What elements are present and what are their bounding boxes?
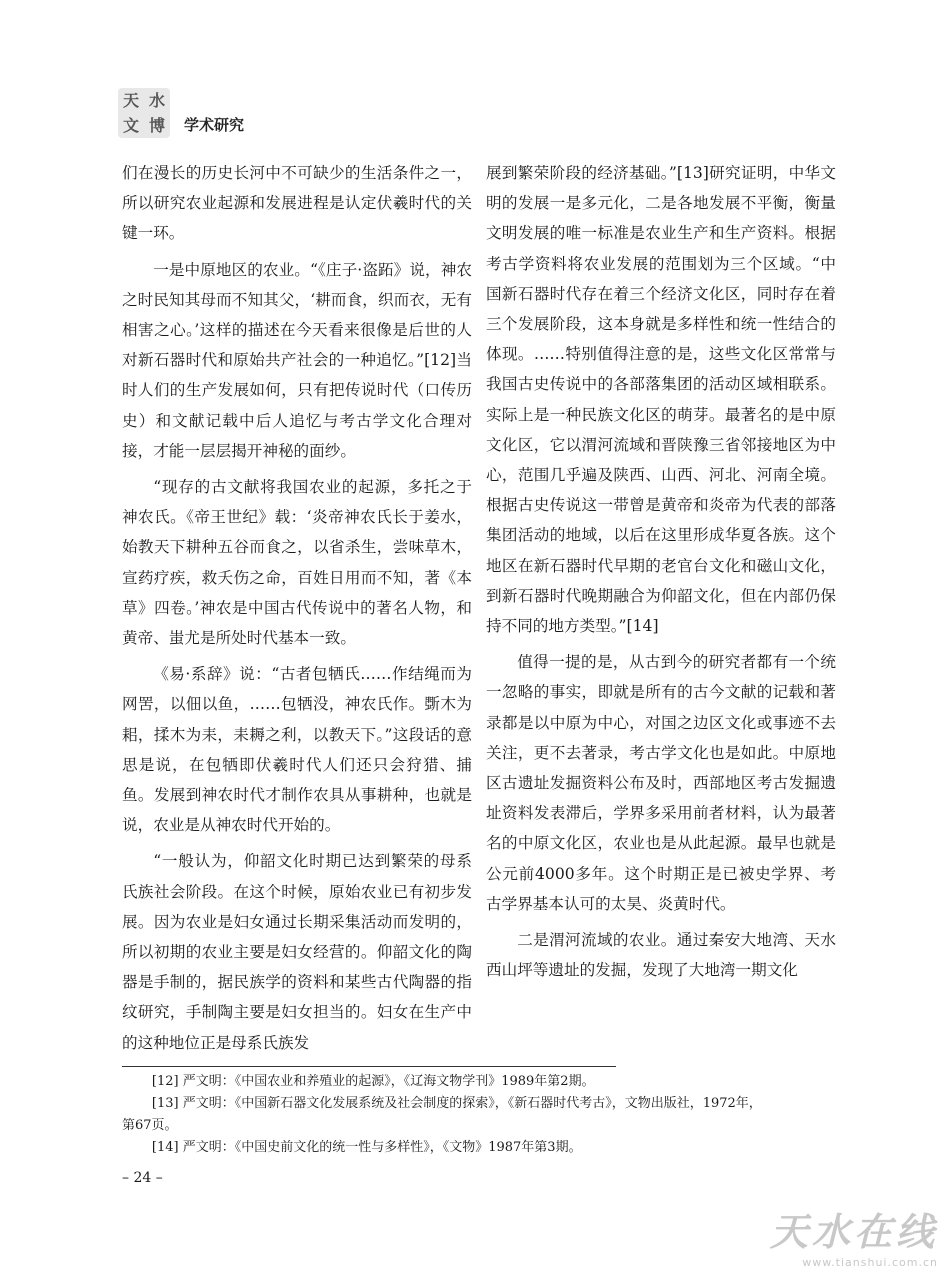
watermark-url: www.tianshui.com.cn xyxy=(802,1256,938,1269)
paragraph: 二是渭河流域的农业。通过秦安大地湾、天水西山坪等遗址的发掘，发现了大地湾一期文化 xyxy=(486,931,836,980)
paragraph: “现存的古文献将我国农业的起源，多托之于神农氏。《帝王世纪》载：‘炎帝神农氏长于姜水，始教天下耕种五谷而食之，以省杀生，尝味草木，宣药疗疾，救夭伤之命，百姓日用而不知，著《本草》四卷。’神农是中国古代传说中的著名人物，和黄帝、蚩尤是所处时代基本一致。 xyxy=(122,478,472,648)
paragraph: “一般认为，仰韶文化时期已达到繁荣的母系氏族社会阶段。在这个时候，原始农业已有初步发展。因为农业是妇女通过长期采集活动而发明的，所以初期的农业主要是妇女经营的。仰韶文化的陶器是手制的，据民族学的资料和某些古代陶器的指纹研究，手制陶主要是妇女担当的。妇女在生产中的这种地位正是母系氏族发 xyxy=(122,852,472,1052)
footnote-divider xyxy=(122,1066,616,1067)
page-header xyxy=(118,88,418,138)
paragraph: 们在漫长的历史长河中不可缺少的生活条件之一，所以研究农业起源和发展进程是认定伏羲时代的关键一环。 xyxy=(122,164,472,243)
left-column xyxy=(122,158,472,1058)
journal-logo xyxy=(118,88,170,138)
footnote-13-continued: 第67页。 xyxy=(122,1118,178,1133)
page-number: – 24 – xyxy=(122,1170,163,1186)
footnote-12: [12] 严文明：《中国农业和养殖业的起源》，《辽海文物学刊》1989年第2期。 xyxy=(151,1074,595,1089)
section-title: 学术研究 xyxy=(184,116,245,134)
paragraph: 一是中原地区的农业。“《庄子·盗跖》说，神农之时民知其母而不知其父，‘耕而食，织而衣，无有相害之心。’这样的描述在今天看来很像是后世的人对新石器时代和原始共产社会的一种追忆。”[12]当时人们的生产发展如何，只有把传说时代（口传历史）和文献记载中后人追忆与考古学文化合理对接，才能一层层揭开神秘的面纱。 xyxy=(122,260,472,460)
right-column xyxy=(486,158,836,985)
logo-char: 水 xyxy=(148,91,165,110)
footnote-13: [13] 严文明：《中国新石器文化发展系统及社会制度的探索》，《新石器时代考古》，文物出版社，1972年， xyxy=(151,1096,762,1111)
footnote-14: [14] 严文明：《中国史前文化的统一性与多样性》，《文物》1987年第3期。 xyxy=(151,1140,582,1155)
watermark-logo: 天水在线 xyxy=(769,1210,938,1254)
paragraph: 展到繁荣阶段的经济基础。”[13]研究证明，中华文明的发展一是多元化，二是各地发展不平衡，衡量文明发展的唯一标准是农业生产和生产资料。根据考古学资料将农业发展的范围划为三个区域。“中国新石器时代存在着三个经济文化区，同时存在着三个发展阶段，这本身就是多样性和统一性结合的体现。……特别值得注意的是，这些文化区常常与我国古史传说中的各部落集团的活动区域相联系。实际上是一种民族文化区的萌芽。最著名的是中原文化区，它以渭河流域和晋陕豫三省邻接地区为中心，范围几乎遍及陕西、山西、河北、河南全境。根据古史传说这一带曾是黄帝和炎帝为代表的部落集团活动的地域，以后在这里形成华夏各族。这个地区在新石器时代早期的老官台文化和磁山文化，到新石器时代晚期融合为仰韶文化，但在内部仍保持不同的地方类型。”[14] xyxy=(486,164,836,636)
paragraph: 《易·系辞》说：“古者包牺氏……作结绳而为网罟，以佃以鱼，……包牺没，神农氏作。斲木为耜，揉木为耒，耒耨之利，以教天下。”这段话的意思是说，在包牺即伏羲时代人们还只会狩猎、捕鱼。发展到神农时代才制作农具从事耕种，也就是说，农业是从神农时代开始的。 xyxy=(122,665,472,835)
logo-char: 天 xyxy=(122,91,139,110)
paragraph: 值得一提的是，从古到今的研究者都有一个统一忽略的事实，即就是所有的古今文献的记载和著录都是以中原为中心，对国之边区文化或事迹不去关注，更不去著录，考古学文化也是如此。中原地区古遗址发掘资料公布及时，西部地区考古发掘遗址资料发表滞后，学界多采用前者材料，认为最著名的中原文化区，农业也是从此起源。最早也就是公元前4000多年。这个时期正是已被史学界、考古学界基本认可的太昊、炎黄时代。 xyxy=(486,653,836,913)
logo-char: 文 xyxy=(122,116,139,135)
logo-char: 博 xyxy=(148,116,165,135)
site-watermark xyxy=(770,1201,938,1269)
footnotes xyxy=(122,1071,832,1159)
